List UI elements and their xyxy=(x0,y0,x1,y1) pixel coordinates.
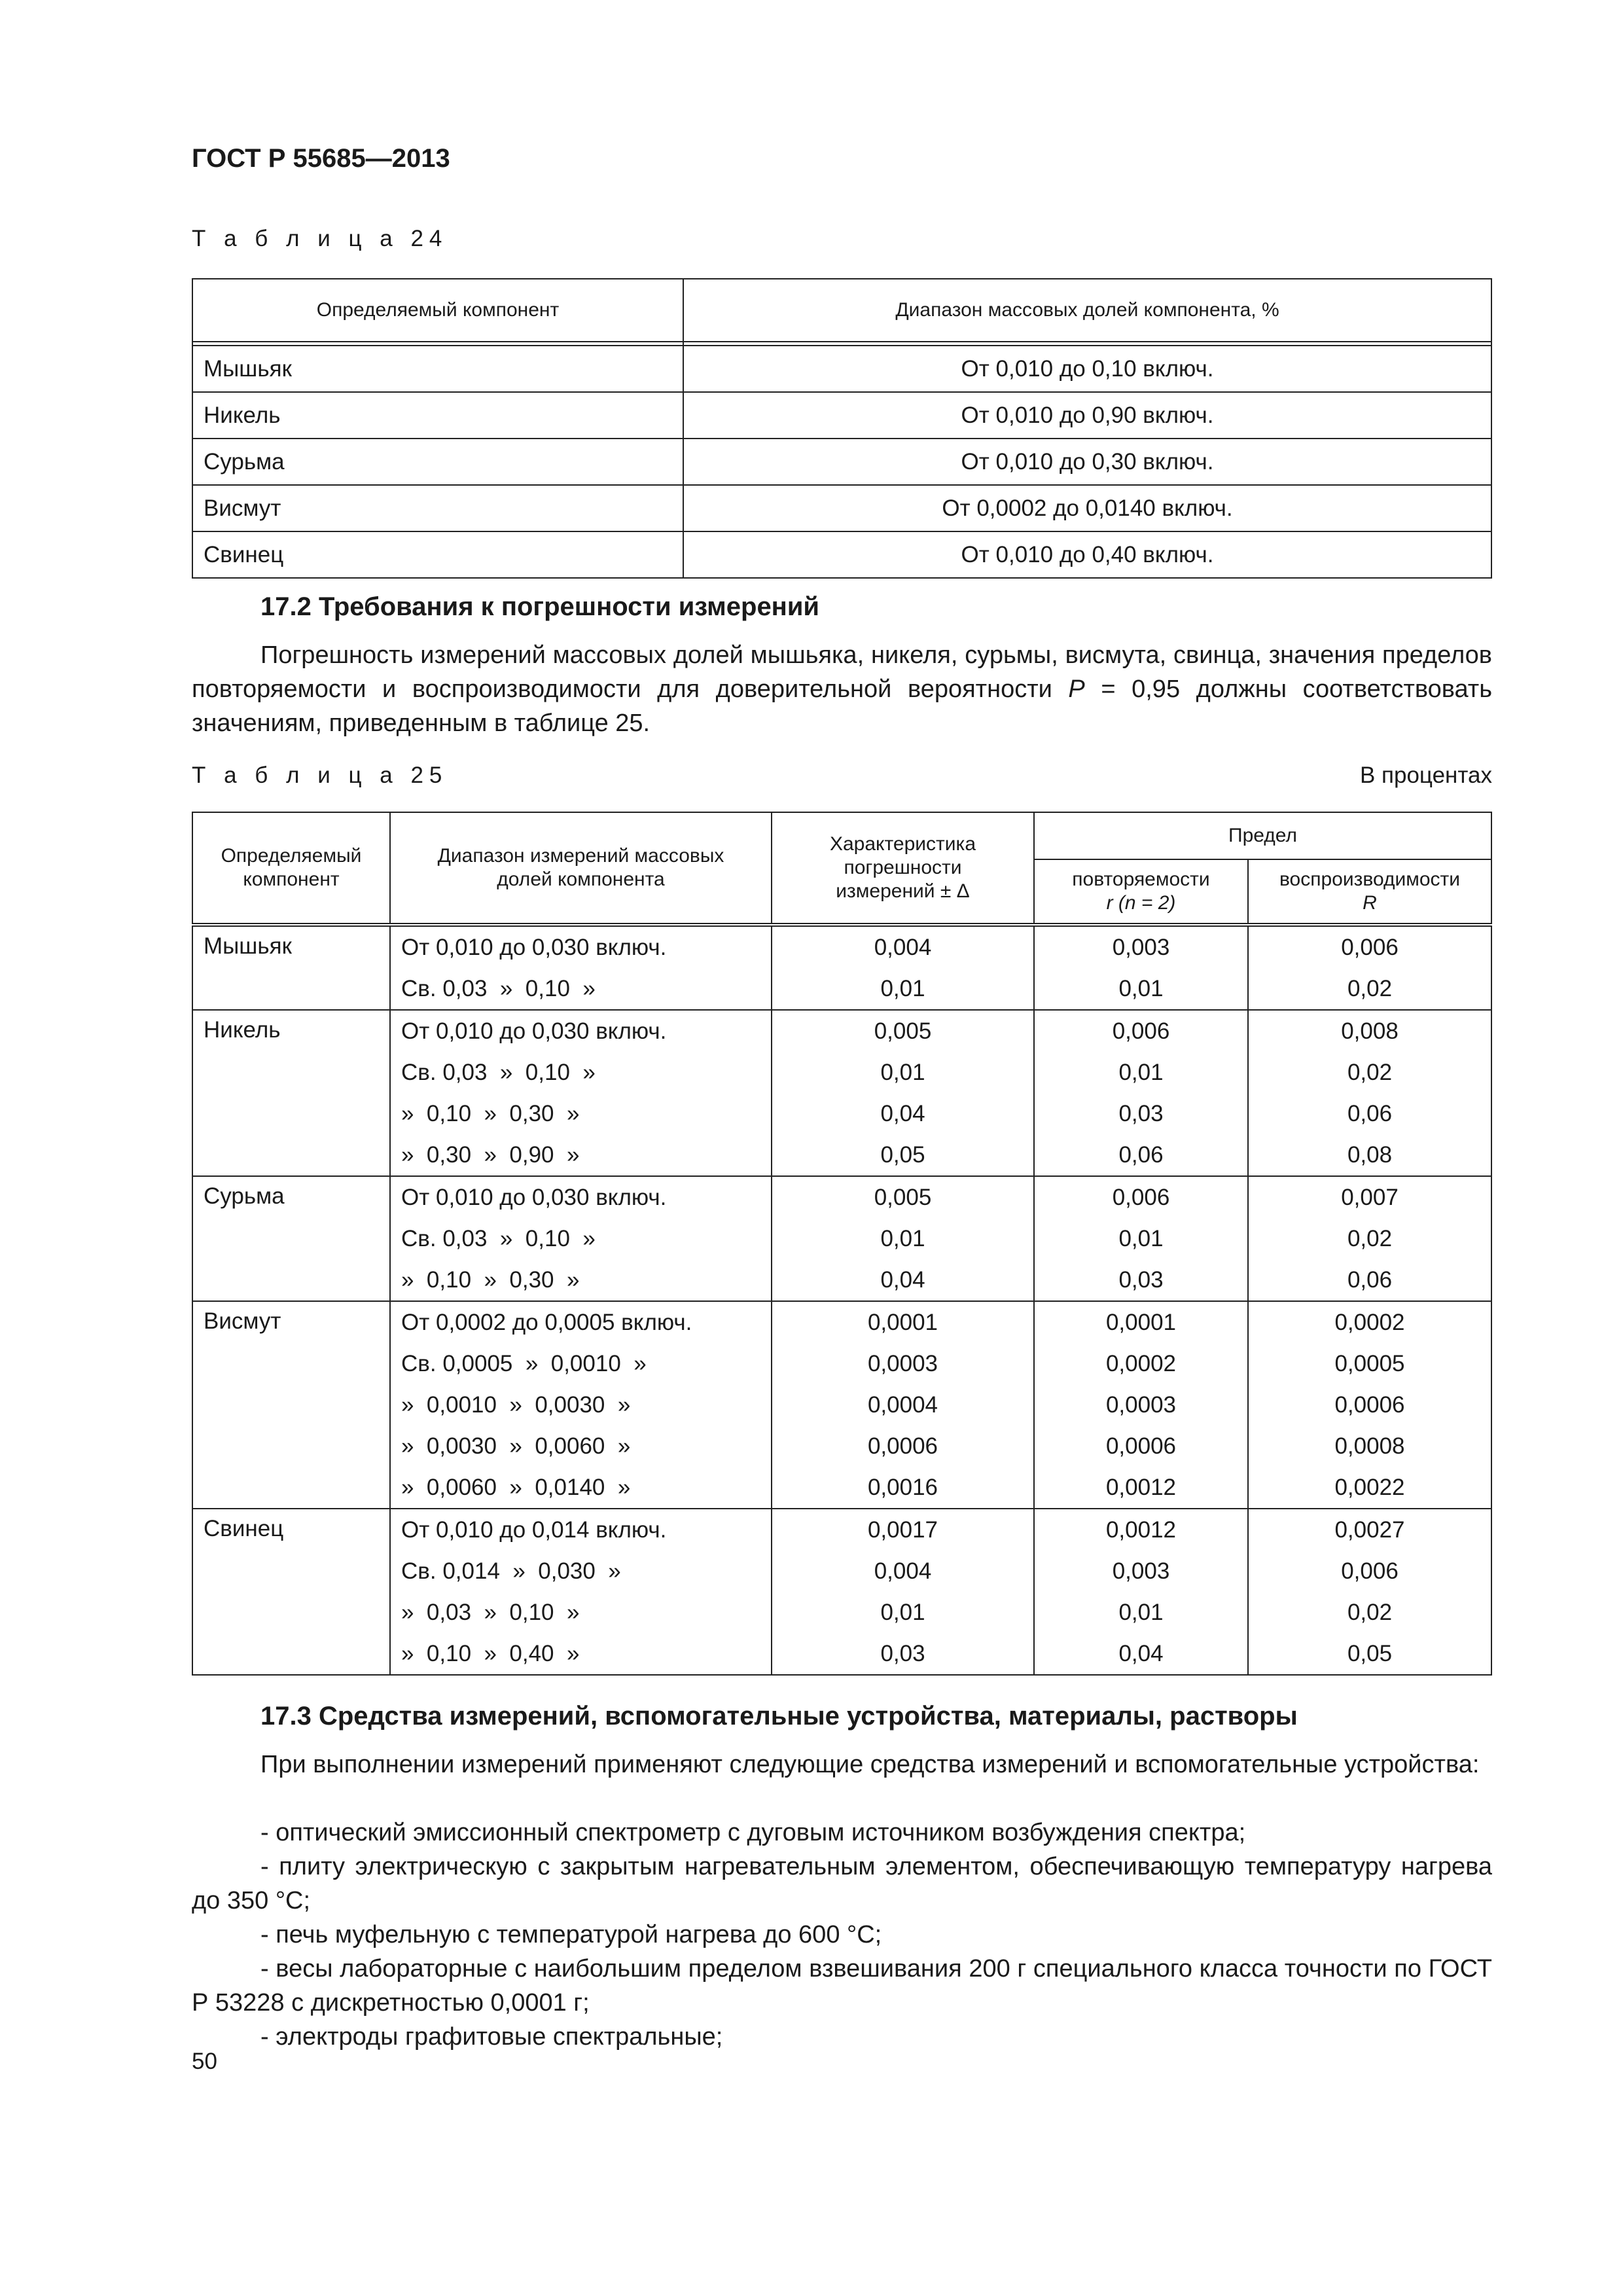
repeatability-symbol: r (n = 2) xyxy=(1106,892,1176,914)
component-range: От 0,0002 до 0,0140 включ. xyxy=(683,485,1491,531)
component-name: Свинец xyxy=(192,1509,390,1675)
reproducibility-limit: 0,0027 xyxy=(1248,1509,1491,1551)
component-name: Сурьма xyxy=(192,439,683,485)
table-row xyxy=(192,925,1491,968)
measurement-range: От 0,010 до 0,030 включ. xyxy=(390,1176,772,1218)
error-characteristic: 0,0001 xyxy=(772,1301,1034,1343)
repeatability-limit: 0,03 xyxy=(1034,1093,1248,1134)
component-name: Висмут xyxy=(192,485,683,531)
table-row xyxy=(192,346,1491,392)
list-item: - весы лабораторные с наибольшим пределом взвешивания 200 г специального класса точности по ГОСТ Р 53228 с дискретностью 0,0001 г; xyxy=(192,1955,1492,2017)
table24-caption: Т а б л и ц а 24 xyxy=(192,226,448,251)
error-characteristic: 0,01 xyxy=(772,1052,1034,1093)
table-row xyxy=(192,392,1491,439)
table25-col-characteristic: Характеристика погрешности измерений ± Δ xyxy=(772,812,1034,925)
measurement-range: » 0,10 » 0,40 » xyxy=(390,1633,772,1675)
error-characteristic: 0,0016 xyxy=(772,1467,1034,1509)
reproducibility-limit: 0,02 xyxy=(1248,1052,1491,1093)
error-characteristic: 0,04 xyxy=(772,1259,1034,1301)
repeatability-limit: 0,0001 xyxy=(1034,1301,1248,1343)
reproducibility-limit: 0,006 xyxy=(1248,925,1491,968)
reproducibility-limit: 0,0008 xyxy=(1248,1426,1491,1467)
error-characteristic: 0,01 xyxy=(772,968,1034,1010)
table24-col-component: Определяемый компонент xyxy=(192,279,683,342)
error-characteristic: 0,0006 xyxy=(772,1426,1034,1467)
page-number: 50 xyxy=(192,2049,217,2074)
measurement-range: Св. 0,0005 » 0,0010 » xyxy=(390,1343,772,1384)
table25-col-range: Диапазон измерений массовых долей компонента xyxy=(390,812,772,925)
measurement-range: От 0,010 до 0,030 включ. xyxy=(390,1010,772,1052)
reproducibility-limit: 0,006 xyxy=(1248,1551,1491,1592)
error-characteristic: 0,0017 xyxy=(772,1509,1034,1551)
repeatability-label: повторяемости xyxy=(1072,869,1210,890)
measurement-range: » 0,10 » 0,30 » xyxy=(390,1259,772,1301)
measurement-range: » 0,0010 » 0,0030 » xyxy=(390,1384,772,1426)
repeatability-limit: 0,0002 xyxy=(1034,1343,1248,1384)
measurement-range: От 0,010 до 0,014 включ. xyxy=(390,1509,772,1551)
table25-col-component: Определяемый компонент xyxy=(192,812,390,925)
repeatability-limit: 0,01 xyxy=(1034,1052,1248,1093)
reproducibility-limit: 0,02 xyxy=(1248,1218,1491,1259)
table-row xyxy=(192,531,1491,578)
component-name: Свинец xyxy=(192,531,683,578)
repeatability-limit: 0,01 xyxy=(1034,1592,1248,1633)
repeatability-limit: 0,03 xyxy=(1034,1259,1248,1301)
component-range: От 0,010 до 0,30 включ. xyxy=(683,439,1491,485)
document-header: ГОСТ Р 55685—2013 xyxy=(192,144,450,173)
error-characteristic: 0,04 xyxy=(772,1093,1034,1134)
component-name: Никель xyxy=(192,392,683,439)
section-17-3-title: 17.3 Средства измерений, вспомогательные устройства, материалы, растворы xyxy=(260,1702,1298,1731)
measurement-range: » 0,10 » 0,30 » xyxy=(390,1093,772,1134)
table24-col-range: Диапазон массовых долей компонента, % xyxy=(683,279,1491,342)
error-characteristic: 0,005 xyxy=(772,1176,1034,1218)
table-row xyxy=(192,439,1491,485)
error-characteristic: 0,005 xyxy=(772,1010,1034,1052)
error-characteristic: 0,01 xyxy=(772,1592,1034,1633)
measurement-range: Св. 0,014 » 0,030 » xyxy=(390,1551,772,1592)
error-characteristic: 0,03 xyxy=(772,1633,1034,1675)
reproducibility-limit: 0,05 xyxy=(1248,1633,1491,1675)
table25-col-limit: Предел xyxy=(1034,812,1491,859)
table25-col-repeatability xyxy=(1034,859,1248,925)
section-17-2-paragraph xyxy=(192,638,1492,740)
repeatability-limit: 0,01 xyxy=(1034,968,1248,1010)
table-row xyxy=(192,1176,1491,1218)
reproducibility-limit: 0,0005 xyxy=(1248,1343,1491,1384)
measurement-range: Св. 0,03 » 0,10 » xyxy=(390,1218,772,1259)
table-25 xyxy=(192,812,1492,1676)
table-row xyxy=(192,1010,1491,1052)
repeatability-limit: 0,006 xyxy=(1034,1010,1248,1052)
repeatability-limit: 0,06 xyxy=(1034,1134,1248,1176)
list-item: - электроды графитовые спектральные; xyxy=(260,2023,723,2051)
table-24 xyxy=(192,278,1492,579)
error-characteristic: 0,05 xyxy=(772,1134,1034,1176)
section-17-3-intro: При выполнении измерений применяют следующие средства измерений и вспомогательные устройства: xyxy=(260,1751,1480,1778)
reproducibility-limit: 0,0022 xyxy=(1248,1467,1491,1509)
reproducibility-limit: 0,007 xyxy=(1248,1176,1491,1218)
paragraph-text-b: = 0,95 должны соответствовать значениям, приведенным в таблице 25. xyxy=(192,675,1493,737)
measurement-range: Св. 0,03 » 0,10 » xyxy=(390,1052,772,1093)
table25-unit: В процентах xyxy=(1359,762,1492,788)
probability-symbol: P xyxy=(1068,675,1085,703)
table25-caption: Т а б л и ц а 25 xyxy=(192,762,448,788)
reproducibility-limit: 0,08 xyxy=(1248,1134,1491,1176)
list-item: - оптический эмиссионный спектрометр с дуговым источником возбуждения спектра; xyxy=(260,1819,1246,1846)
component-name: Мышьяк xyxy=(192,925,390,1010)
reproducibility-label: воспроизводимости xyxy=(1279,869,1461,890)
repeatability-limit: 0,0006 xyxy=(1034,1426,1248,1467)
measurement-range: Св. 0,03 » 0,10 » xyxy=(390,968,772,1010)
measurement-range: От 0,0002 до 0,0005 включ. xyxy=(390,1301,772,1343)
component-name: Никель xyxy=(192,1010,390,1176)
repeatability-limit: 0,0012 xyxy=(1034,1467,1248,1509)
paragraph-text-a: Погрешность измерений массовых долей мышьяка, никеля, сурьмы, висмута, свинца, значения пределов повторяемости и воспроизводимости для доверительной вероятности xyxy=(192,641,1492,703)
component-name: Висмут xyxy=(192,1301,390,1509)
table-row xyxy=(192,1301,1491,1343)
table25-col-reproducibility xyxy=(1248,859,1491,925)
error-characteristic: 0,0003 xyxy=(772,1343,1034,1384)
error-characteristic: 0,01 xyxy=(772,1218,1034,1259)
repeatability-limit: 0,003 xyxy=(1034,1551,1248,1592)
list-item: - печь муфельную с температурой нагрева до 600 °С; xyxy=(260,1921,882,1948)
repeatability-limit: 0,01 xyxy=(1034,1218,1248,1259)
repeatability-limit: 0,0003 xyxy=(1034,1384,1248,1426)
repeatability-limit: 0,006 xyxy=(1034,1176,1248,1218)
component-name: Мышьяк xyxy=(192,346,683,392)
error-characteristic: 0,0004 xyxy=(772,1384,1034,1426)
component-range: От 0,010 до 0,40 включ. xyxy=(683,531,1491,578)
component-range: От 0,010 до 0,90 включ. xyxy=(683,392,1491,439)
table-row xyxy=(192,1509,1491,1551)
repeatability-limit: 0,04 xyxy=(1034,1633,1248,1675)
measurement-range: От 0,010 до 0,030 включ. xyxy=(390,925,772,968)
reproducibility-symbol: R xyxy=(1363,892,1377,914)
reproducibility-limit: 0,02 xyxy=(1248,968,1491,1010)
section-17-2-title: 17.2 Требования к погрешности измерений xyxy=(260,592,820,621)
reproducibility-limit: 0,0006 xyxy=(1248,1384,1491,1426)
reproducibility-limit: 0,0002 xyxy=(1248,1301,1491,1343)
component-name: Сурьма xyxy=(192,1176,390,1301)
error-characteristic: 0,004 xyxy=(772,925,1034,968)
measurement-range: » 0,03 » 0,10 » xyxy=(390,1592,772,1633)
repeatability-limit: 0,0012 xyxy=(1034,1509,1248,1551)
list-item: - плиту электрическую с закрытым нагревательным элементом, обеспечивающую температуру нагрева до 350 °С; xyxy=(192,1853,1492,1914)
measurement-range: » 0,0030 » 0,0060 » xyxy=(390,1426,772,1467)
error-characteristic: 0,004 xyxy=(772,1551,1034,1592)
measurement-range: » 0,0060 » 0,0140 » xyxy=(390,1467,772,1509)
reproducibility-limit: 0,008 xyxy=(1248,1010,1491,1052)
reproducibility-limit: 0,06 xyxy=(1248,1259,1491,1301)
component-range: От 0,010 до 0,10 включ. xyxy=(683,346,1491,392)
table-row xyxy=(192,485,1491,531)
measurement-range: » 0,30 » 0,90 » xyxy=(390,1134,772,1176)
reproducibility-limit: 0,02 xyxy=(1248,1592,1491,1633)
reproducibility-limit: 0,06 xyxy=(1248,1093,1491,1134)
repeatability-limit: 0,003 xyxy=(1034,925,1248,968)
